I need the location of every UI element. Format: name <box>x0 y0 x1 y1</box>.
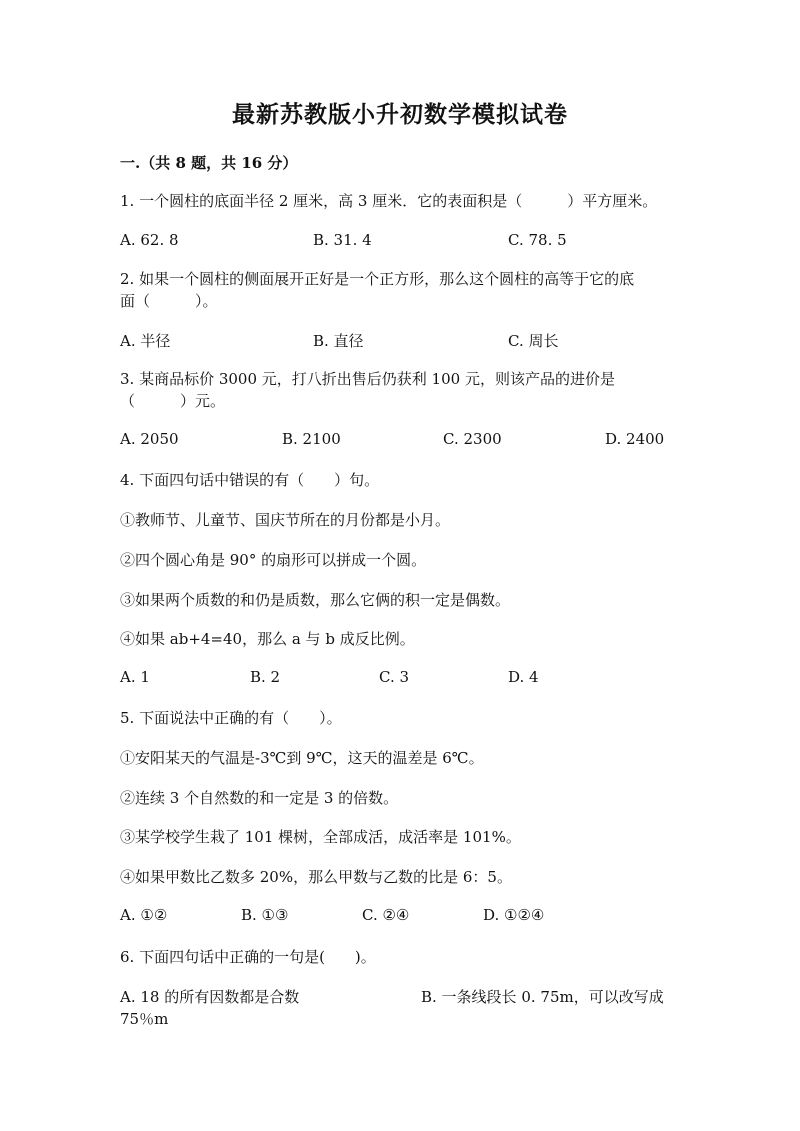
question-4-option-b: B. 2 <box>250 668 281 686</box>
question-2-text-line-2: 面（ ）。 <box>120 292 218 310</box>
question-5-option-b: B. ①③ <box>241 906 289 924</box>
question-4-text: 4. 下面四句话中错误的有（ ）句。 <box>120 471 380 489</box>
question-3-option-a: A. 2050 <box>120 430 179 448</box>
question-5-option-c: C. ②④ <box>362 906 410 924</box>
question-2-option-a: A. 半径 <box>120 332 171 350</box>
question-6-text: 6. 下面四句话中正确的一句是( )。 <box>120 948 376 966</box>
question-1-option-b: B. 31. 4 <box>313 231 372 249</box>
section-heading: 一.（共 8 题，共 16 分） <box>120 154 298 172</box>
question-6-option-b: B. 一条线段长 0. 75m，可以改写成 <box>421 988 664 1006</box>
question-1-option-c: C. 78. 5 <box>508 231 567 249</box>
question-3-option-b: B. 2100 <box>282 430 341 448</box>
question-4-statement-1: ①教师节、儿童节、国庆节所在的月份都是小月。 <box>120 511 451 529</box>
question-4-statement-2: ②四个圆心角是 90° 的扇形可以拼成一个圆。 <box>120 551 427 569</box>
question-5-text: 5. 下面说法中正确的有（ ）。 <box>120 709 342 727</box>
question-5-statement-3: ③某学校学生栽了 101 棵树，全部成活，成活率是 101%。 <box>120 828 521 846</box>
question-2-text-line-1: 2. 如果一个圆柱的侧面展开正好是一个正方形，那么这个圆柱的高等于它的底 <box>120 270 635 288</box>
question-5-option-d: D. ①②④ <box>483 906 545 924</box>
question-3-text-line-1: 3. 某商品标价 3000 元，打八折出售后仍获利 100 元，则该产品的进价是 <box>120 370 615 388</box>
question-2-option-b: B. 直径 <box>313 332 364 350</box>
question-3-text-line-2: （ ）元。 <box>120 392 226 410</box>
page-title: 最新苏教版小升初数学模拟试卷 <box>232 101 568 128</box>
question-1-option-a: A. 62. 8 <box>120 231 179 249</box>
question-5-option-a: A. ①② <box>120 906 168 924</box>
question-2-option-c: C. 周长 <box>508 332 559 350</box>
question-3-option-c: C. 2300 <box>443 430 502 448</box>
question-4-option-d: D. 4 <box>508 668 539 686</box>
question-4-statement-4: ④如果 ab+4=40，那么 a 与 b 成反比例。 <box>120 630 415 648</box>
question-6-option-b-continued: 75％m <box>120 1010 169 1028</box>
question-4-option-c: C. 3 <box>379 668 410 686</box>
question-6-option-a: A. 18 的所有因数都是合数 <box>120 988 300 1006</box>
question-4-option-a: A. 1 <box>120 668 150 686</box>
question-5-statement-1: ①安阳某天的气温是-3℃到 9℃，这天的温差是 6℃。 <box>120 749 484 767</box>
question-3-option-d: D. 2400 <box>605 430 665 448</box>
question-5-statement-4: ④如果甲数比乙数多 20%，那么甲数与乙数的比是 6：5。 <box>120 868 512 886</box>
question-5-statement-2: ②连续 3 个自然数的和一定是 3 的倍数。 <box>120 789 399 807</box>
question-4-statement-3: ③如果两个质数的和仍是质数，那么它俩的积一定是偶数。 <box>120 591 511 609</box>
question-1-text: 1. 一个圆柱的底面半径 2 厘米，高 3 厘米．它的表面积是（ ）平方厘米。 <box>120 192 658 210</box>
